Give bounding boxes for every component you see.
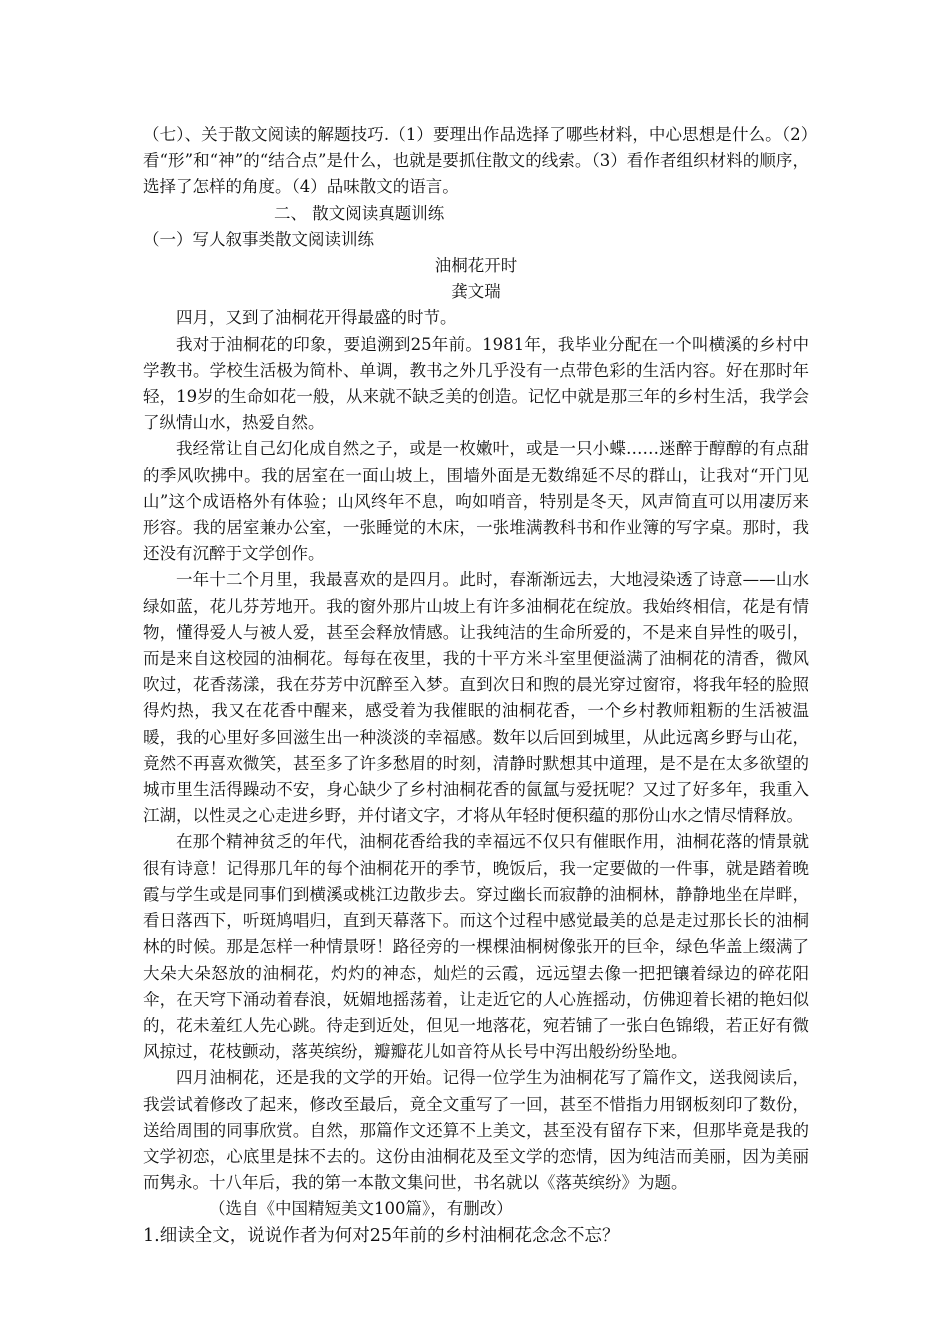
section-heading: 二、 散文阅读真题训练 — [274, 203, 445, 223]
article-paragraph-1: 四月，又到了油桐花开得最盛的时节。 — [176, 308, 457, 328]
subsection-heading: （一）写人叙事类散文阅读训练 — [143, 229, 374, 249]
article-paragraph-3: 我经常让自己幻化成自然之子，或是一枚嫩叶，或是一只小蝶……迷醉于醇醇的有点甜的季风吹拂中。我的居室在一面山坡上，围墙外面是无数绵延不尽的群山，让我对“开门见山”这个成语格外有体验；山风终年不息，呴如哨音，特别是冬天，风声简直可以用凄厉来形容。我的居室兼办公室，一张睡觉的木床，一张堆满教科书和作业簿的写字桌。那时，我还没有沉醉于文学创作。 — [143, 439, 809, 564]
article-paragraph-2: 我对于油桐花的印象，要追溯到25年前。1981年，我毕业分配在一个叫横溪的乡村中学教书。学校生活极为简朴、单调，教书之外几乎没有一点带色彩的生活内容。好在那时年轻，19岁的生命如花一般，从来就不缺乏美的创造。记忆中就是那三年的乡村生活，我学会了纵情山水，热爱自然。 — [143, 334, 809, 433]
document-body — [143, 122, 809, 1249]
question-1: 1.细读全文，说说作者为何对25年前的乡村油桐花念念不忘？ — [143, 1225, 620, 1246]
article-source: （选自《中国精短美文100篇》，有删改） — [209, 1199, 513, 1219]
article-paragraph-4: 一年十二个月里，我最喜欢的是四月。此时，春渐渐远去，大地浸染透了诗意——山水绿如蓝，花儿芬芳地开。我的窗外那片山坡上有许多油桐花在绽放。我始终相信，花是有情物，懂得爱人与被人爱，甚至会释放情感。让我纯洁的生命所爱的，不是来自异性的吸引，而是来自这校园的油桐花。每每在夜里，我的十平方米斗室里便溢满了油桐花的清香，微风吹过，花香荡漾，我在芬芳中沉醉至入梦。直到次日和煦的晨光穿过窗帘，将我年轻的脸照得灼热，我又在花香中醒来，感受着为我催眠的油桐花香，一个乡村教师粗粝的生活被温暖，我的心里好多回滋生出一种淡淡的幸福感。数年以后回到城里，从此远离乡野与山花，竟然不再喜欢微笑，甚至多了许多愁眉的时刻，清静时默想其中道理，是不是在太多欲望的城市里生活得躁动不安，身心缺少了乡村油桐花香的氤氲与爱抚呢？又过了好多年，我重入江湖，以性灵之心走进乡野，并付诸文字，才将从年轻时便积蕴的那份山水之情尽情释放。 — [143, 570, 809, 826]
intro-paragraph: （七）、关于散文阅读的解题技巧.（1）要理出作品选择了哪些材料，中心思想是什么。（2）看“形”和“神”的“结合点”是什么，也就是要抓住散文的线索。（3）看作者组织材料的顺序，选择了怎样的角度。（4）品味散文的语言。 — [143, 125, 809, 197]
article-title: 油桐花开时 — [434, 256, 518, 276]
article-paragraph-6: 四月油桐花，还是我的文学的开始。记得一位学生为油桐花写了篇作文，送我阅读后，我尝试着修改了起来，修改至最后，竟全文重写了一回，甚至不惜指力用钢板刻印了数份，送给周围的同事欣赏。自然，那篇作文还算不上美文，甚至没有留存下来，但那毕竟是我的文学初恋，心底里是抹不去的。这份由油桐花及至文学的恋情，因为纯洁而美丽，因为美丽而隽永。十八年后，我的第一本散文集问世，书名就以《落英缤纷》为题。 — [143, 1068, 809, 1193]
article-paragraph-5: 在那个精神贫乏的年代，油桐花香给我的幸福远不仅只有催眠作用，油桐花落的情景就很有诗意！记得那几年的每个油桐花开的季节，晚饭后，我一定要做的一件事，就是踏着晚霞与学生或是同事们到横溪或桃江边散步去。穿过幽长而寂静的油桐林，静静地坐在岸畔，看日落西下，听斑鸠唱归，直到天幕落下。而这个过程中感觉最美的总是走过那长长的油桐林的时候。那是怎样一种情景呀！路径旁的一棵棵油桐树像张开的巨伞，绿色华盖上缀满了大朵大朵怒放的油桐花，灼灼的神态，灿烂的云霞，远远望去像一把把镶着绿边的碎花阳伞，在天穹下涌动着春浪，妩媚地摇荡着，让走近它的人心旌摇动，仿佛迎着长裙的艳妇似的，花未羞红人先心跳。待走到近处，但见一地落花，宛若铺了一张白色锦缎，若正好有微风掠过，花枝颤动，落英缤纷，瓣瓣花儿如音符从长号中泻出般纷纷坠地。 — [143, 832, 809, 1062]
article-author: 龚文瑞 — [451, 282, 501, 302]
